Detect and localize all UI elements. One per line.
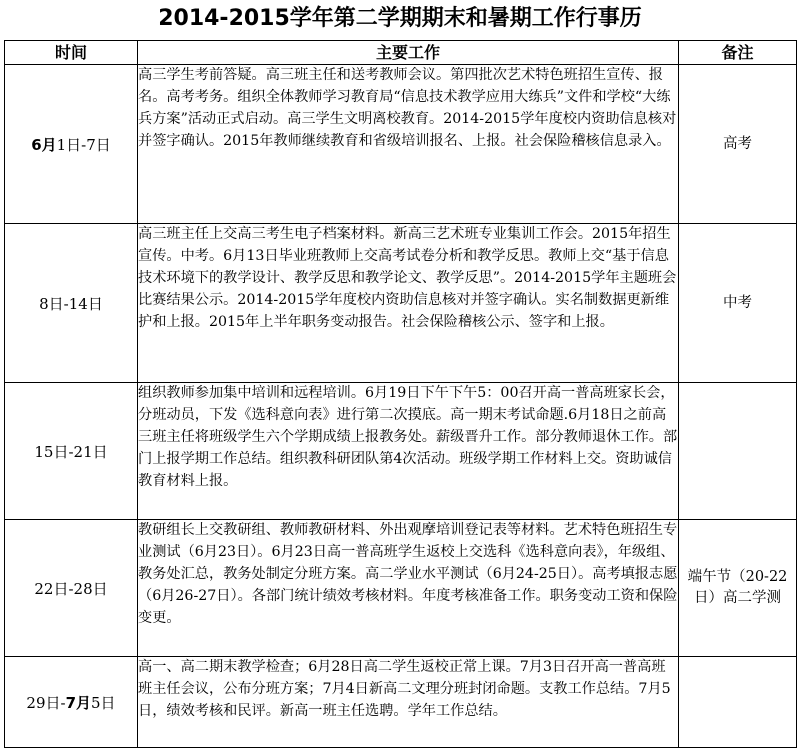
row-time [5,520,138,657]
table-row [5,224,797,383]
row-work: 组织教师参加集中培训和远程培训。6月19日下午下午5：00召开高一普高班家长会，分班动员，下发《选科意向表》进行第二次摸底。高一期末考试命题.6月18日之前高三班主任将班级学生六个学期成绩上报教务处。薪级晋升工作。部分教师退休工作。部门上报学期工作总结。组织教科研团队第4次活动。班级学期工作材料上交。资助诚信教育材料上报。 [138,383,679,520]
table-row [5,65,797,224]
row-time-month: 6月 [31,135,57,154]
row-time-range: 22日-28日 [34,579,108,598]
document-title: 2014-2015学年第二学期期末和暑期工作行事历 [158,6,642,31]
row-time-month: 7月 [65,693,92,712]
table-row [5,383,797,520]
header-work: 主要工作 [138,41,679,65]
row-note: 中考 [679,224,797,383]
schedule-table [4,40,797,748]
table-row [5,657,797,748]
table-header-row [5,41,797,65]
row-work: 高三班主任上交高三考生电子档案材料。新高三艺术班专业集训工作会。2015年招生宣传。中考。6月13日毕业班教师上交高考试卷分析和教学反思。教师上交“基于信息技术环境下的教学设计、教学反思和教学论文、教学反思”。2014-2015学年主题班会比赛结果公示。2014-2015学年度校内资助信息核对并签字确认。实名制数据更新维护和上报。2015年上半年职务变动报告。社会保险稽核公示、签字和上报。 [138,224,679,383]
header-note: 备注 [679,41,797,65]
header-time: 时间 [5,41,138,65]
row-note [679,657,797,748]
row-time-range: 8日-14日 [39,294,103,313]
row-work: 高三学生考前答疑。高三班主任和送考教师会议。第四批次艺术特色班招生宣传、报名。高考考务。组织全体教师学习教育局“信息技术教学应用大练兵”文件和学校“大练兵方案”活动正式启动。高三学生文明离校教育。2014-2015学年度校内资助信息核对并签字确认。2015年教师继续教育和省级培训报名、上报。社会保险稽核信息录入。 [138,65,679,224]
row-time [5,224,138,383]
row-time-range: 5日 [91,693,116,712]
row-time [5,383,138,520]
row-time-range: 15日-21日 [34,442,108,461]
row-time-range: 1日-7日 [56,135,111,154]
row-work: 高一、高二期末教学检查；6月28日高二学生返校正常上课。7月3日召开高一普高班班主任会议，公布分班方案；7月4日新高二文理分班封闭命题。支教工作总结。7月5日，绩效考核和民评。新高一班主任选聘。学年工作总结。 [138,657,679,748]
row-note: 高考 [679,65,797,224]
row-time-prefix: 29日- [26,693,66,712]
table-row [5,520,797,657]
row-note [679,383,797,520]
row-work: 教研组长上交教研组、教师教研材料、外出观摩培训登记表等材料。艺术特色班招生专业测试（6月23日）。6月23日高一普高班学生返校上交选科《选科意向表》，年级组、教务处汇总，教务处制定分班方案。高二学业水平测试（6月24-25日）。高考填报志愿（6月26-27日）。各部门统计绩效考核材料。年度考核准备工作。职务变动工资和保险变更。 [138,520,679,657]
row-time [5,65,138,224]
row-time [5,657,138,748]
row-note: 端午节（20-22日）高二学测 [679,520,797,657]
